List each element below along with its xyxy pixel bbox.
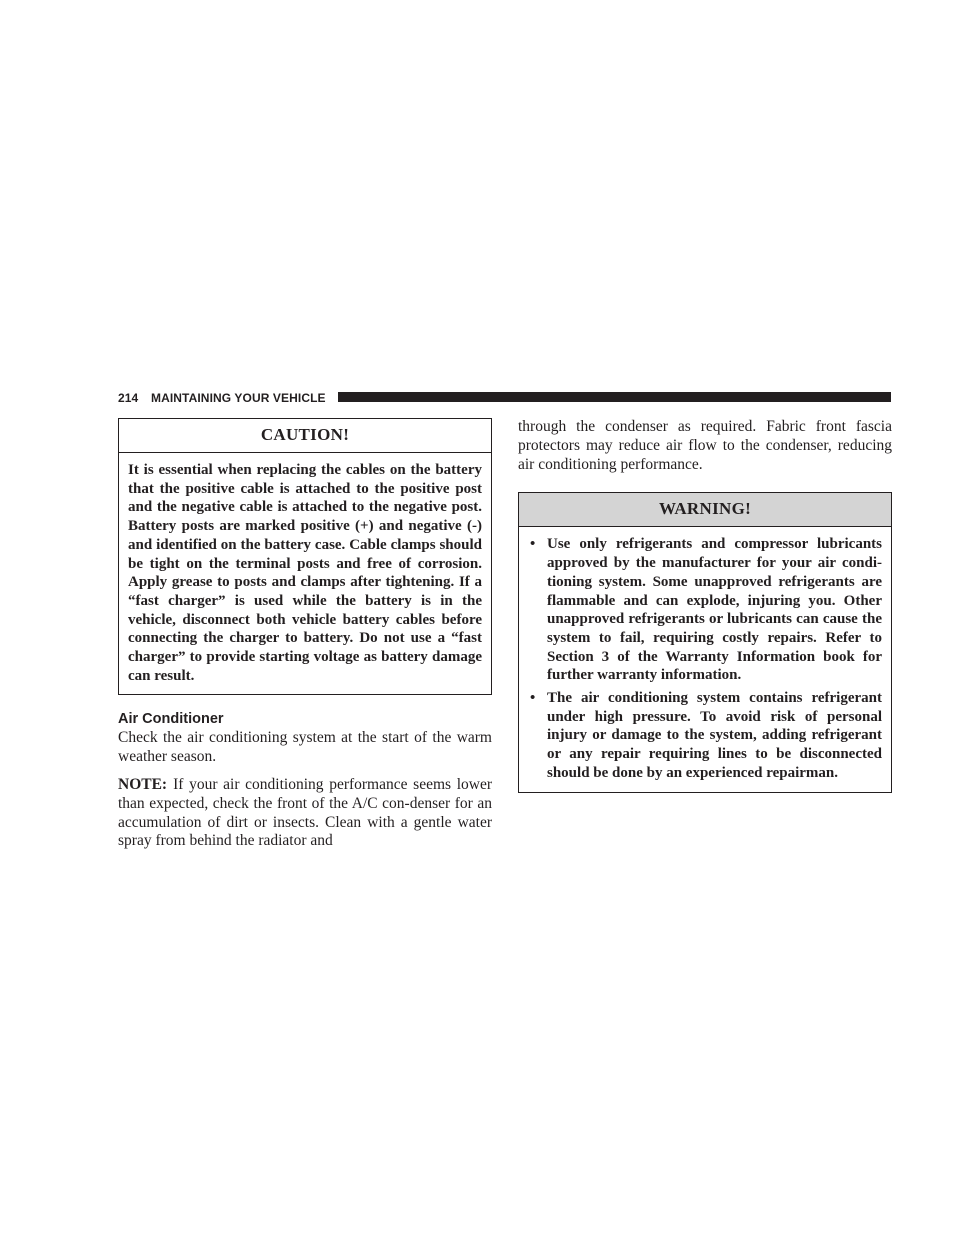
warning-item [528,689,882,783]
warning-list [519,527,891,791]
left-column [118,418,492,860]
bullet-icon: • [530,536,536,553]
note-paragraph [118,776,492,851]
page-header [118,390,891,406]
right-column [518,418,892,793]
caution-box [118,418,492,695]
warning-item-text: The air conditioning system contains refrigerant under high pressure. To avoid risk of personal injury or damage to the system, adding refrigerant or any repair requiring lines to be disconnected should be done by an experienced repairman. [547,690,882,781]
air-conditioner-heading: Air Conditioner [118,711,224,728]
continued-paragraph: through the condenser as required. Fabric front fascia protectors may reduce air flow to the condenser, reducing air conditioning performance. [518,418,892,473]
section-title: MAINTAINING YOUR VEHICLE [151,391,326,405]
note-label: NOTE: [118,776,168,794]
caution-text: It is essential when replacing the cables on the battery that the positive cable is attached to the positive post and the negative cable is attached to the negative post. Battery posts are marked positive (+) and negative (-) and identified on the battery case. Cable clamps should be tight on the terminal posts and free of corrosion. Apply grease to posts and clamps after tightening. If a “fast charger” is used while the battery is in the vehicle, disconnect both vehicle battery cables before connecting the charger to battery. Do not use a “fast charger” to provide starting voltage as battery damage can result. [128,462,482,684]
warning-item [528,535,882,685]
caution-title: CAUTION! [119,419,491,453]
warning-box [518,492,892,792]
note-text: If your air conditioning performance seems lower than expected, check the front of the A/C con-denser for an accumulation of dirt or insects. Clean with a gentle water spray from behind the radiator and [118,776,492,850]
page-number: 214 [118,391,139,405]
warning-title: WARNING! [519,493,891,527]
air-conditioner-paragraph: Check the air conditioning system at the start of the warm weather season. [118,729,492,766]
warning-item-text: Use only refrigerants and compressor lubricants approved by the manufacturer for your air condi-tioning system. Some unapproved refrigerants are flammable and can explode, injuring you. Other unapproved refrigerants or lubricants can cause the system to fail, requiring costly repairs. Refer to Section 3 of the Warranty Information book for further warranty information. [547,536,882,684]
header-rule [338,392,891,402]
bullet-icon: • [530,690,536,707]
